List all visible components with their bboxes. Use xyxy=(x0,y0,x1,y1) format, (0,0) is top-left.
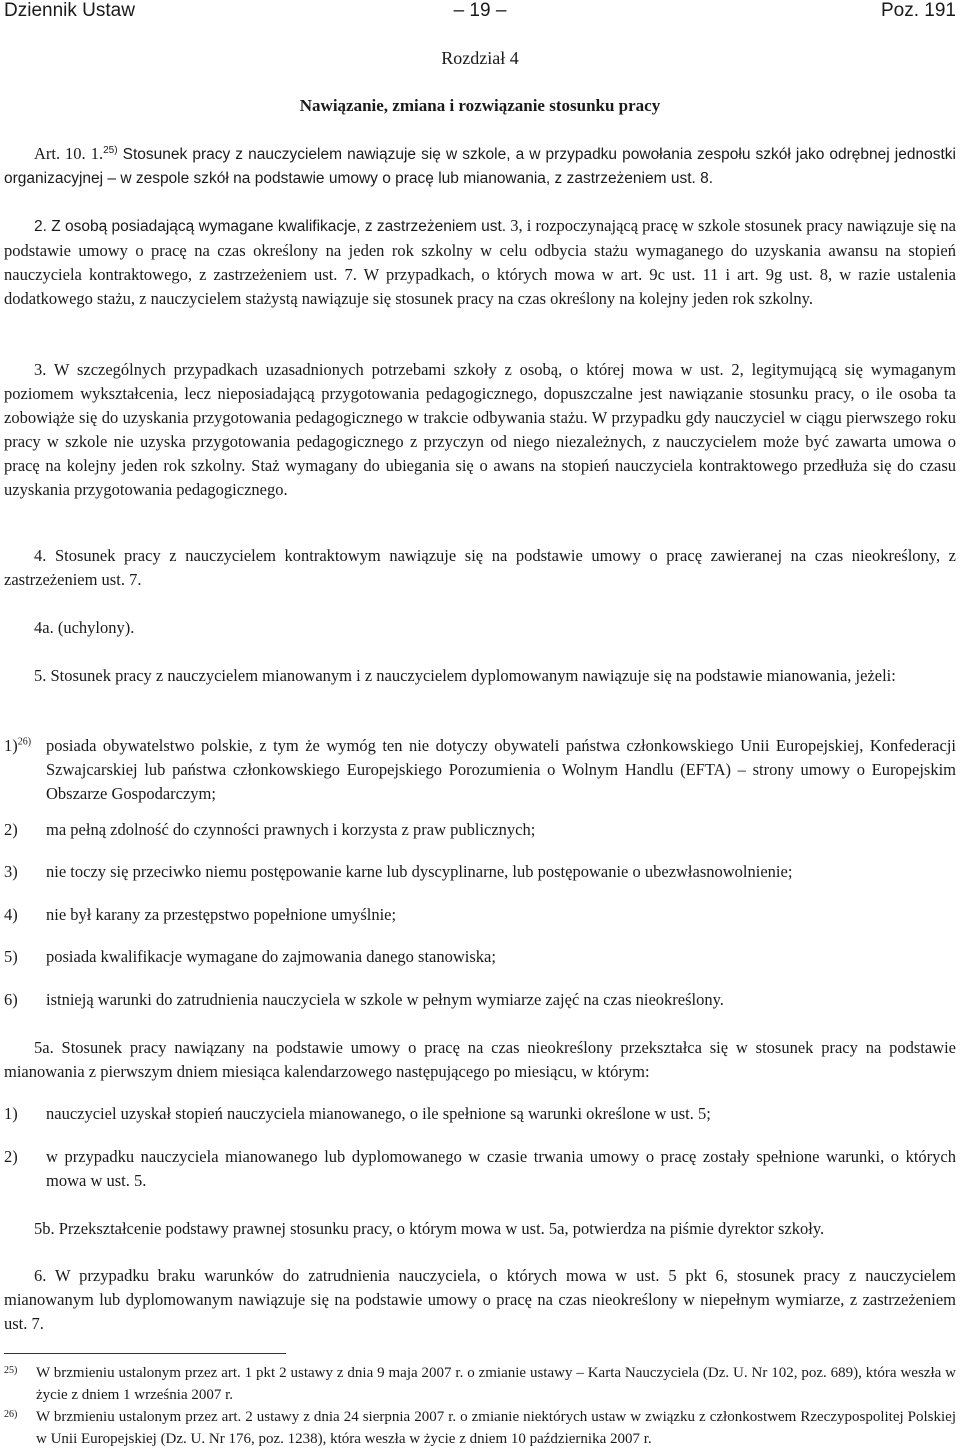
ust-4a: 4a. (uchylony). xyxy=(34,618,135,637)
footnote-25 xyxy=(4,1362,956,1406)
item-text: nauczyciel uzyskał stopień nauczyciela mianowanego, o ile spełnione są warunki określone w ust. 5; xyxy=(46,1104,711,1123)
ust-5-item-1 xyxy=(4,734,956,806)
item-text: w przypadku nauczyciela mianowanego lub dyplomowanego w czasie trwania umowy o pracę zostały spełnione warunki, o których mowa w ust. 5. xyxy=(46,1147,956,1190)
item-text: posiada kwalifikacje wymagane do zajmowania danego stanowiska; xyxy=(46,947,496,966)
ust-5: 5. Stosunek pracy z nauczycielem mianowanym i z nauczycielem dyplomowanym nawiązuje się na podstawie mianowania, jeżeli: xyxy=(34,666,896,685)
item-text: istnieją warunki do zatrudnienia nauczyciela w szkole w pełnym wymiarze zajęć na czas nieokreślony. xyxy=(46,990,724,1009)
item-number: 1) xyxy=(4,736,18,755)
item-number: 4) xyxy=(4,905,18,924)
footnote-26 xyxy=(4,1406,956,1450)
journal-name: Dziennik Ustaw xyxy=(4,0,135,21)
chapter-heading: Rozdział 4 xyxy=(441,48,519,68)
ust-2-part-1: 2. Z osobą posiadającą wymagane kwalifikacje, z zastrzeżeniem ust. xyxy=(34,218,507,235)
ust-5-item-6 xyxy=(4,988,956,1012)
ust-2-part-2: 3, i rozpoczynającą pracę w szkole stosunek pracy nawiązuje się na podstawie umowy o pracę na czas określony na jeden rok szkolny w celu odbycia stażu wymaganego do uzyskania awansu na stopień nauczyciela kontraktowego, z zastrzeżeniem ust. 7. W przypadkach, o których mowa w art. 9c ust. 11 i art. 9g ust. 8, w razie ustalenia dodatkowego stażu, z nauczycielem stażystą nawiązuje się stosunek pracy na czas określony na kolejny jeden rok szkolny. xyxy=(4,216,957,308)
ust-5a-item-2 xyxy=(4,1145,956,1193)
footnote-text: W brzmieniu ustalonym przez art. 2 ustawy z dnia 24 sierpnia 2007 r. o zmianie niektórych ustaw w związku z członkostwem Rzeczypospolitej Polskiej w Unii Europejskiej (Dz. U. Nr 176, poz. 1238), która weszła w życie z dniem 10 października 2007 r. xyxy=(36,1409,956,1447)
ust-4: 4. Stosunek pracy z nauczycielem kontraktowym nawiązuje się na podstawie umowy o pracę zawieranej na czas nieokreślony, z zastrzeżeniem ust. 7. xyxy=(4,546,956,589)
article-10-ust-1 xyxy=(4,142,956,191)
ust-2 xyxy=(4,214,956,311)
ust-5b: 5b. Przekształcenie podstawy prawnej stosunku pracy, o którym mowa w ust. 5a, potwierdza na piśmie dyrektor szkoły. xyxy=(34,1219,825,1238)
item-text: posiada obywatelstwo polskie, z tym że wymóg ten nie dotyczy obywateli państwa członkowskiego Unii Europejskiej, Konfederacji Szwajcarskiej lub państwa członkowskiego Europejskiego Porozumienia o Wolnym Handlu (EFTA) – strony umowy o Europejskim Obszarze Gospodarczym; xyxy=(46,736,956,803)
footnote-text: W brzmieniu ustalonym przez art. 1 pkt 2 ustawy z dnia 9 maja 2007 r. o zmianie ustawy – Karta Nauczyciela (Dz. U. Nr 102, poz. 689), która weszła w życie z dniem 1 września 2007 r. xyxy=(36,1365,956,1403)
ust-1-number: 1. xyxy=(90,144,104,163)
position-number: Poz. 191 xyxy=(881,0,956,21)
footnote-mark: 26) xyxy=(4,1409,18,1420)
article-label: Art. 10. xyxy=(34,144,86,163)
item-number: 3) xyxy=(4,862,18,881)
ust-5-item-3 xyxy=(4,860,956,884)
chapter-title: Nawiązanie, zmiana i rozwiązanie stosunku pracy xyxy=(299,96,661,115)
ust-5a-item-1 xyxy=(4,1102,956,1126)
ust-3: 3. W szczególnych przypadkach uzasadnionych potrzebami szkoły z osobą, o której mowa w ust. 2, legitymującą się wymaganym poziomem wykształcenia, lecz nieposiadającą przygotowania pedagogicznego, dopuszczalne jest nawiązanie stosunku pracy, o ile osoba ta zobowiąże się do uzyskania przygotowania pedagogicznego w trakcie odbywania stażu. W przypadku gdy nauczyciel w ciągu pierwszego roku pracy w szkole nie uzyska przygotowania pedagogicznego z przyczyn od niego niezależnych, z nauczycielem może być zawarta umowa o pracę na kolejny jeden rok szkolny. Staż wymagany do ubiegania się o awans na stopień nauczyciela kontraktowego przedłuża się do czasu uzyskania przygotowania pedagogicznego. xyxy=(4,360,956,499)
footnote-divider xyxy=(4,1353,286,1354)
footnote-ref-25: 25) xyxy=(103,144,118,156)
ust-5-item-2 xyxy=(4,818,956,842)
ust-1-text: Stosunek pracy z nauczycielem nawiązuje się w szkole, a w przypadku powołania zespołu szkół jako odrębnej jednostki organizacyjnej – w zespole szkół na podstawie umowy o pracę lub mianowania, z zastrzeżeniem ust. 8. xyxy=(4,146,956,187)
item-text: nie był karany za przestępstwo popełnione umyślnie; xyxy=(46,905,397,924)
item-number: 2) xyxy=(4,1147,18,1166)
footnote-ref-26: 26) xyxy=(17,736,32,748)
footnote-mark: 25) xyxy=(4,1365,18,1376)
item-text: ma pełną zdolność do czynności prawnych i korzysta z praw publicznych; xyxy=(46,820,536,839)
item-number: 2) xyxy=(4,820,18,839)
item-number: 1) xyxy=(4,1104,18,1123)
page-number: – 19 – xyxy=(453,0,507,21)
ust-5-item-5 xyxy=(4,945,956,969)
page-header xyxy=(4,0,956,26)
item-number: 6) xyxy=(4,990,18,1009)
ust-5a: 5a. Stosunek pracy nawiązany na podstawie umowy o pracę na czas nieokreślony przekształca się w stosunek pracy na podstawie mianowania z pierwszym dniem miesiąca kalendarzowego następującego po miesiącu, w którym: xyxy=(4,1038,956,1081)
ust-6: 6. W przypadku braku warunków do zatrudnienia nauczyciela, o których mowa w ust. 5 pkt 6, stosunek pracy z nauczycielem mianowanym lub dyplomowanym nawiązuje się na podstawie umowy o pracę na czas nieokreślony w niepełnym wymiarze, z zastrzeżeniem ust. 7. xyxy=(4,1266,956,1333)
item-number: 5) xyxy=(4,947,18,966)
item-text: nie toczy się przeciwko niemu postępowanie karne lub dyscyplinarne, lub postępowanie o ubezwłasnowolnienie; xyxy=(46,862,793,881)
ust-5-item-4 xyxy=(4,903,956,927)
